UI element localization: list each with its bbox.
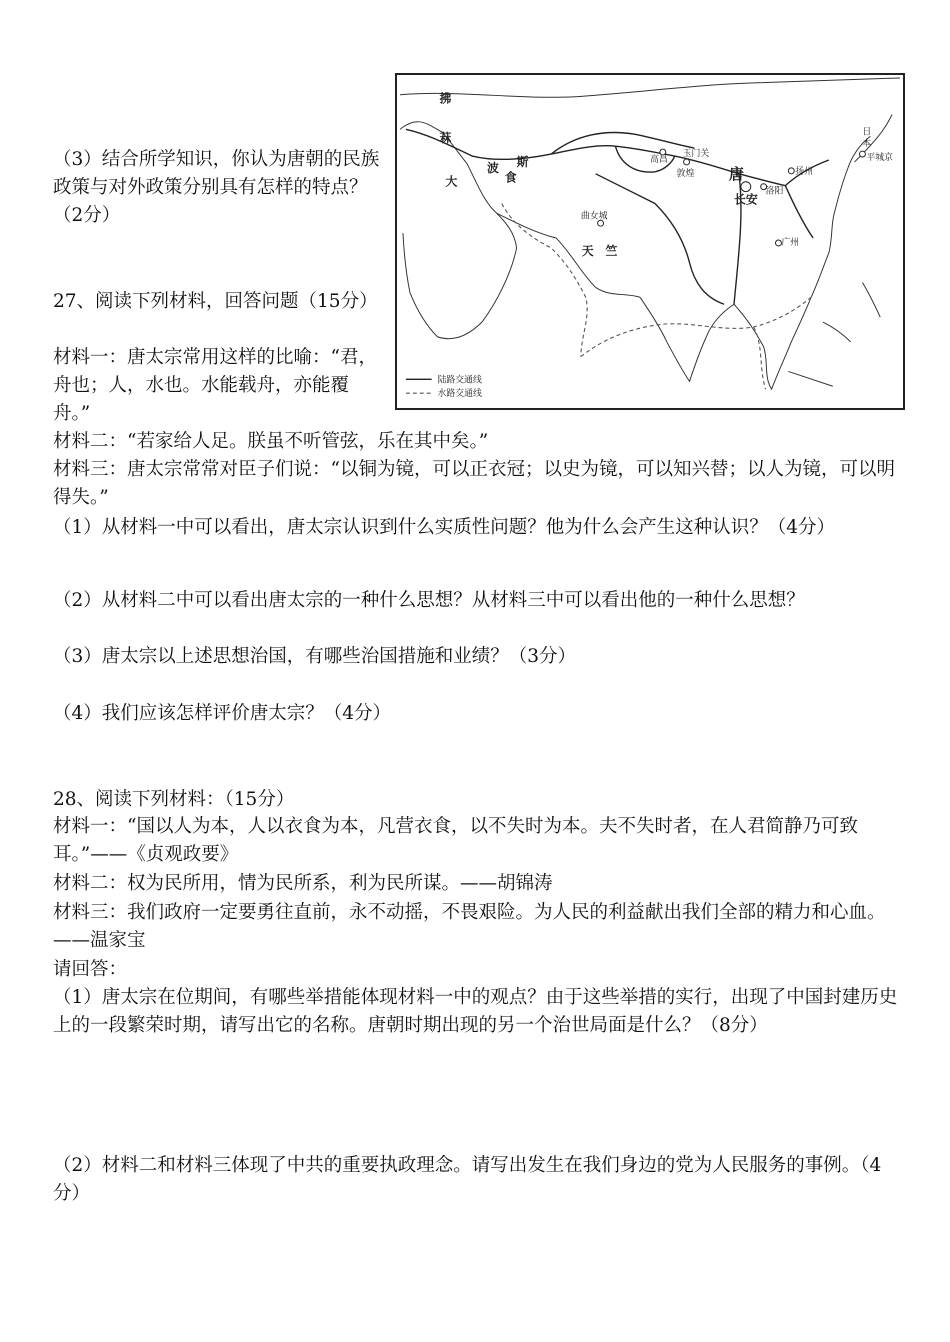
label-bo: 波 <box>486 160 499 175</box>
question-28-sub-2: （2）材料二和材料三体现了中共的重要执政理念。请写出发生在我们身边的党为人民服务的事例。（4分） <box>53 1155 882 1204</box>
land-route-north <box>551 133 694 155</box>
city-dunhuang <box>684 159 690 165</box>
legend-land: 陆路交通线 <box>437 375 482 386</box>
label-da: 大 <box>445 174 458 189</box>
question-28-title: 28、阅读下列材料：（15分） <box>53 789 295 810</box>
question-26-3: （3）结合所学知识，你认为唐朝的民族政策与对外政策分别具有怎样的特点？（2分） <box>53 149 380 226</box>
coastline-north <box>400 78 900 97</box>
label-qunvcheng: 曲女城 <box>580 211 608 222</box>
question-27-material-3: 材料三：唐太宗常常对臣子们说：“以铜为镜，可以正衣冠；以史为镜，可以知兴替；以人为镜，可以明得失。” <box>53 459 895 508</box>
label-fu: 拂 <box>439 91 452 106</box>
label-luoyang: 洛阳 <box>765 186 784 197</box>
tang-trade-routes-map <box>395 73 905 410</box>
label-si: 斯 <box>516 154 529 169</box>
coastline-india <box>640 297 734 381</box>
map-legend <box>406 373 482 399</box>
question-27-sub-4: （4）我们应该怎样评价唐太宗？（4分） <box>53 703 392 724</box>
label-yangzhou: 扬州 <box>795 166 814 177</box>
city-changan <box>741 182 751 192</box>
label-changan: 长安 <box>733 192 758 207</box>
question-28-sub-1: （1）唐太宗在位期间，有哪些举措能体现材料一中的观点？由于这些举措的实行，出现了中国封建历史上的一段繁荣时期，请写出它的名称。唐朝时期出现的另一个治世局面是什么？（8分） <box>53 987 898 1036</box>
question-27-sub-2: （2）从材料二中可以看出唐太宗的一种什么思想？从材料三中可以看出他的一种什么思想？ <box>53 590 805 611</box>
question-28-ask: 请回答： <box>53 959 128 980</box>
city-yangzhou <box>788 168 794 174</box>
label-yumenguan: 玉门关 <box>682 149 710 160</box>
land-route-east <box>734 160 829 304</box>
city-pingchengjing <box>859 151 865 157</box>
question-28-material-1: 材料一：“国以人为本，人以衣食为本，凡营衣食，以不失时为本。夫不失时者，在人君简静乃可致耳。”——《贞观政要》 <box>53 816 858 865</box>
label-shi: 食 <box>504 170 517 185</box>
label-dunhuang: 敦煌 <box>676 168 695 179</box>
label-zhu: 竺 <box>605 243 618 258</box>
legend-water: 水路交通线 <box>437 389 482 400</box>
coastline-china <box>811 136 870 297</box>
map-graphic <box>397 75 903 408</box>
label-pingchengjing: 平城京 <box>866 152 894 163</box>
sea-route-west <box>502 203 587 356</box>
label-tang: 唐 <box>729 165 744 183</box>
label-tian: 天 <box>581 243 594 258</box>
land-route-south <box>596 174 724 304</box>
sea-route-south <box>754 327 766 389</box>
label-guangzhou: 广州 <box>781 237 800 248</box>
islands <box>788 283 880 387</box>
question-27-material-2: 材料二：“若家给人足。朕虽不听管弦，乐在其中矣。” <box>53 431 489 452</box>
coastline-west <box>400 122 517 339</box>
question-27-sub-3: （3）唐太宗以上述思想治国，有哪些治国措施和业绩？（3分） <box>53 646 577 667</box>
label-lin: 菻 <box>439 131 452 146</box>
label-riben-ben: 本 <box>862 139 872 150</box>
label-gaochang: 高昌 <box>650 154 668 165</box>
question-28-material-2: 材料二：权为民所用，情为民所系，利为民所谋。——胡锦涛 <box>53 873 553 894</box>
label-riben-ri: 日 <box>862 127 872 138</box>
question-27-title: 27、阅读下列材料，回答问题（15分） <box>53 291 378 312</box>
sea-route-east <box>581 297 811 356</box>
question-27-sub-1: （1）从材料一中可以看出，唐太宗认识到什么实质性问题？他为什么会产生这种认识？（4分） <box>53 517 836 538</box>
question-28-material-3: 材料三：我们政府一定要勇往直前，永不动摇，不畏艰险。为人民的利益献出我们全部的精力和心血。——温家宝 <box>53 902 886 951</box>
question-27-material-1: 材料一：唐太宗常用这样的比喻：“君，舟也；人，水也。水能载舟，亦能覆舟。” <box>53 347 377 424</box>
